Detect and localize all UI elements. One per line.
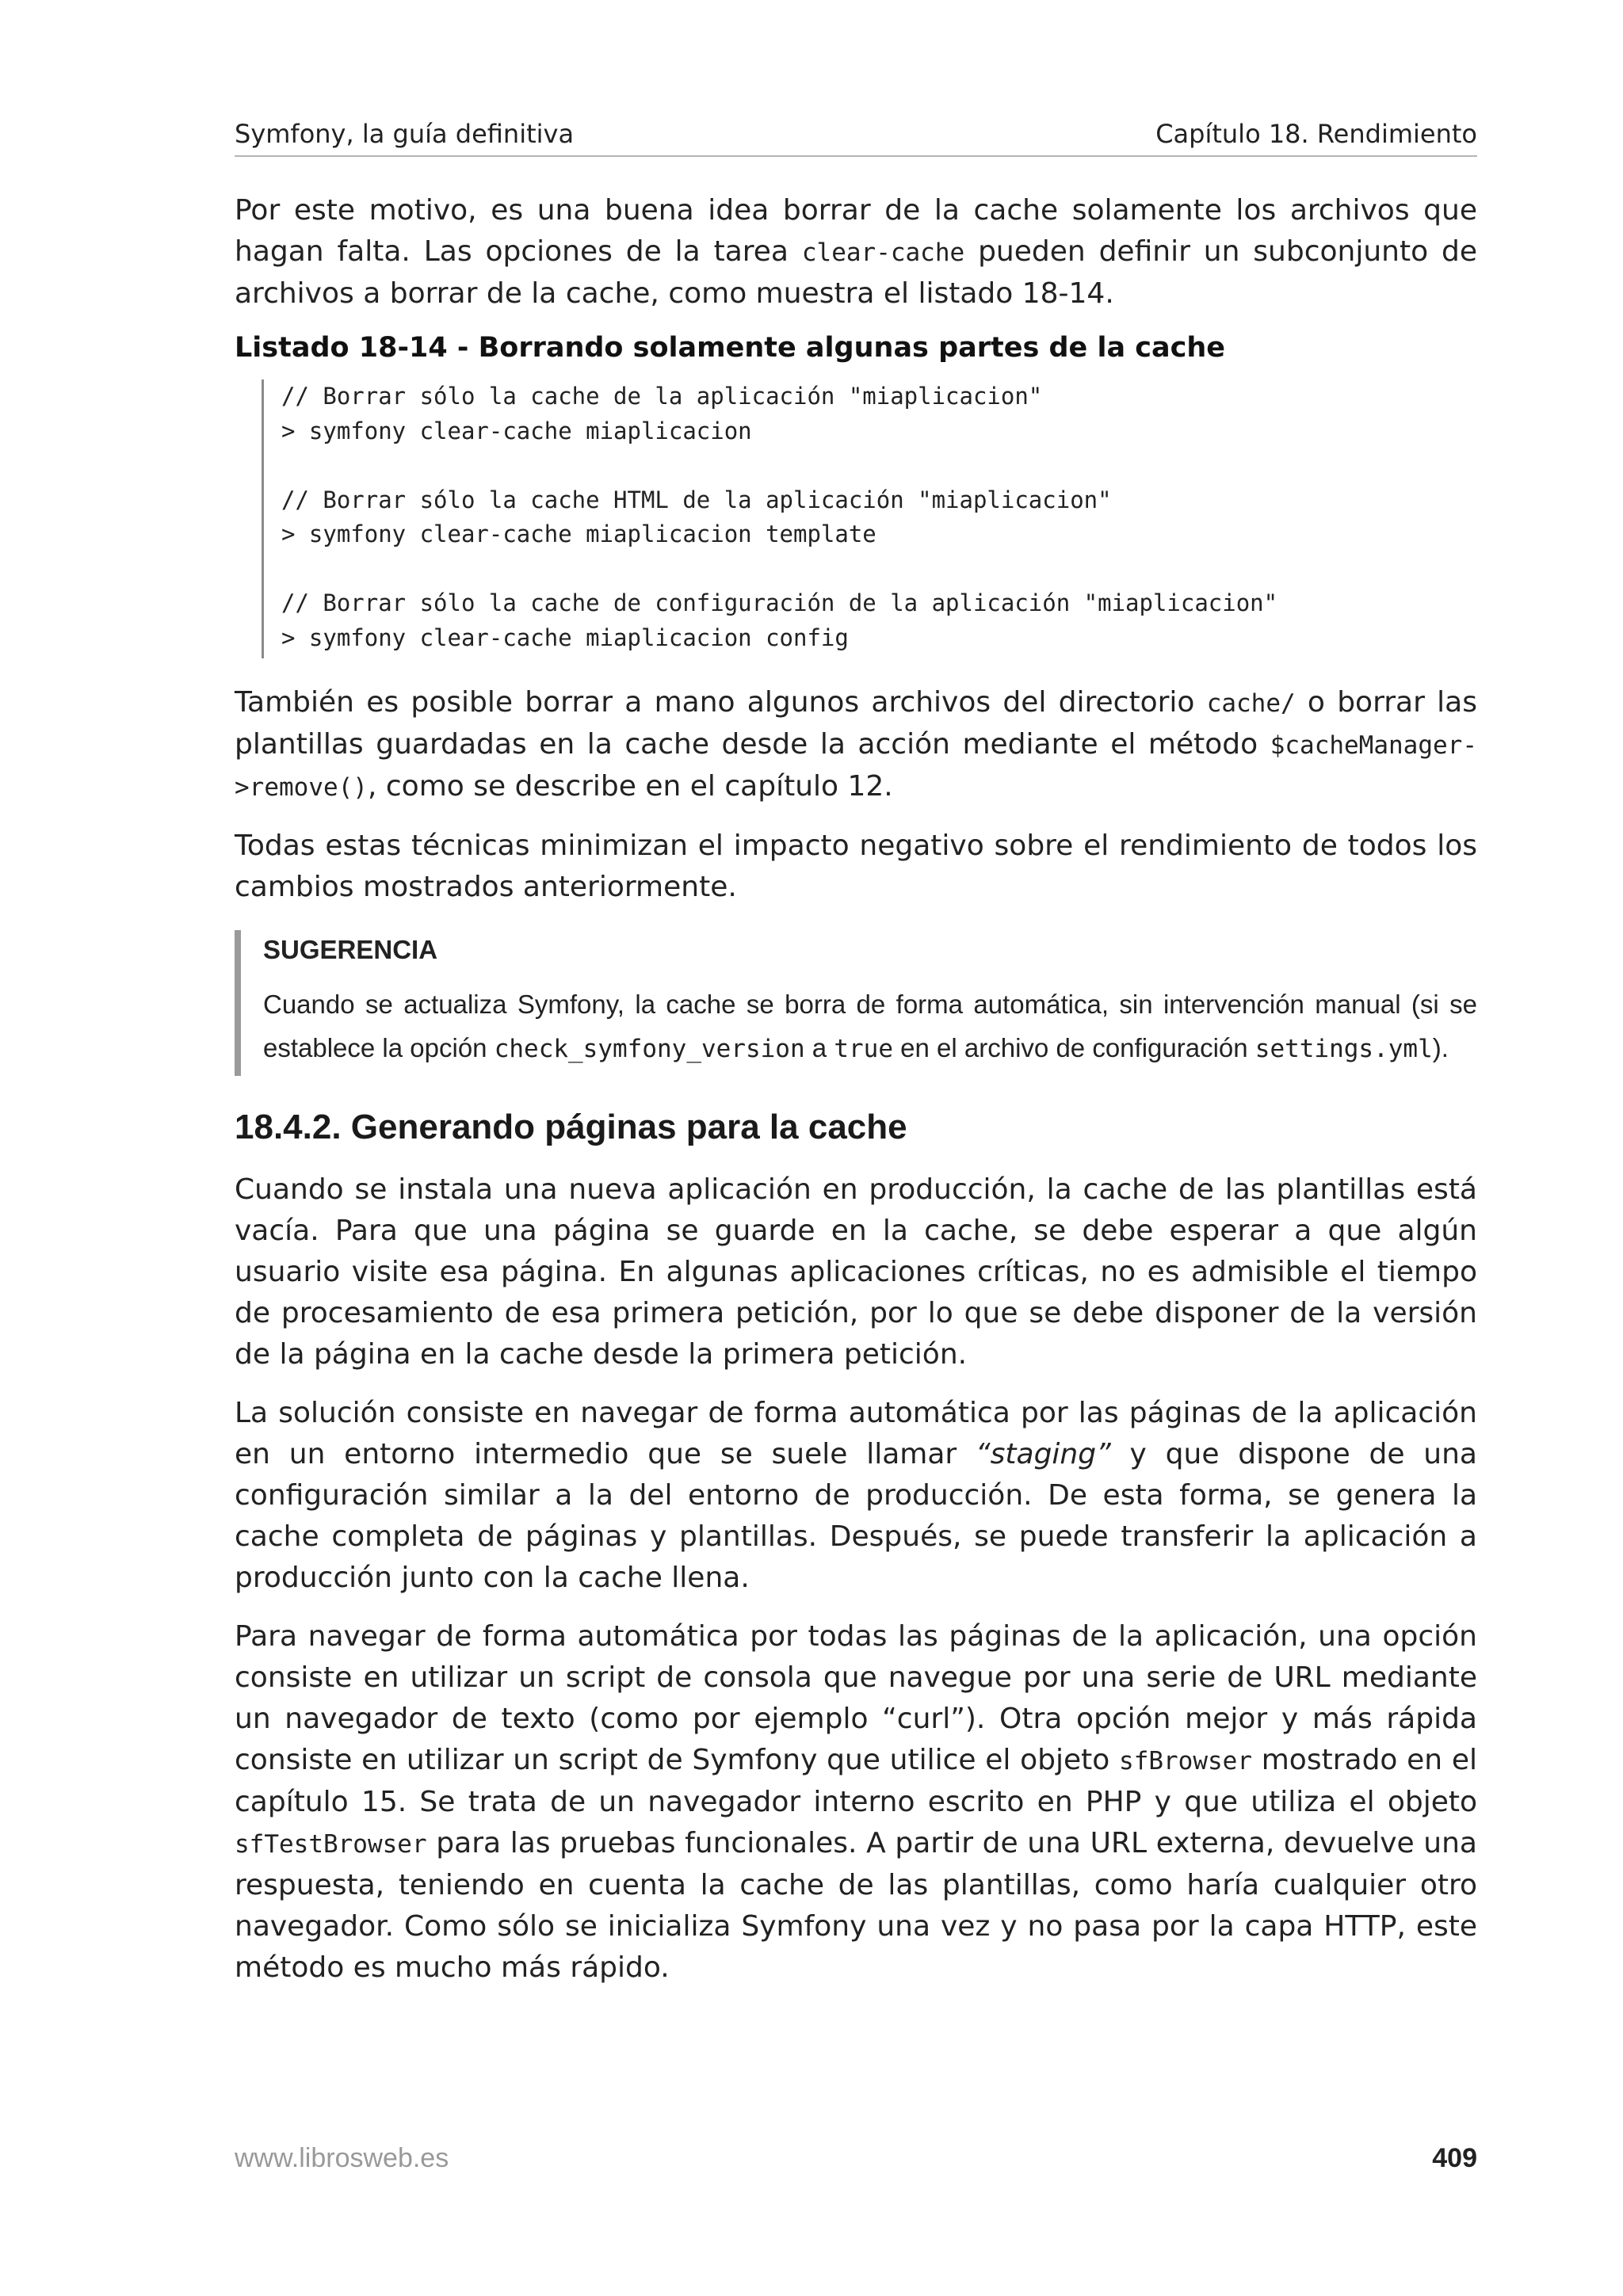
paragraph-empty-cache: Cuando se instala una nueva aplicación en producción, la cache de las plantillas está vacía. Para que una página se guarde en la cache, se debe esperar a que algún usuario visite esa página. En algunas aplicaciones críticas, no es admisible el tiempo de procesamiento de esa primera petición, por lo que se debe disponer de la versión de la página en la cache desde la primera petición.	[235, 1173, 1477, 1371]
header-chapter-title: Capítulo 18. Rendimiento	[1155, 119, 1477, 149]
header-book-title: Symfony, la guía definitiva	[235, 119, 575, 149]
text-run: o borrar las plantillas guardadas en la cache desde la acción mediante el método	[235, 686, 1477, 761]
paragraph-browser	[235, 1616, 1477, 1989]
inline-code: check_symfony_version	[494, 1035, 805, 1063]
page-content	[235, 190, 1477, 2006]
paragraph-techniques: Todas estas técnicas minimizan el impacto negativo sobre el rendimiento de todos los cambios mostrados anteriormente.	[235, 830, 1477, 903]
emphasis-text: “staging”	[976, 1438, 1111, 1470]
listing-title: Listado 18-14 - Borrando solamente algunas partes de la cache	[235, 332, 1226, 364]
text-run: La solución consiste en navegar de forma automática por las páginas de la aplicación en un entorno intermedio que se suele llamar	[235, 1397, 1477, 1470]
text-run: en el archivo de configuración	[893, 1033, 1255, 1062]
inline-code: $cacheManager->remove()	[235, 731, 1477, 802]
text-run: Cuando se actualiza Symfony, la cache se borra de forma automática, sin intervención manual (si se establece la opción	[263, 990, 1477, 1062]
paragraph-intro	[235, 190, 1477, 315]
text-run: y que dispone de una configuración similar a la del entorno de producción. De esta forma, se genera la cache completa de páginas y plantillas. Después, se puede transferir la aplicación a producción junto con la cache llena.	[235, 1438, 1477, 1594]
tip-title: SUGERENCIA	[263, 935, 438, 964]
page-footer	[235, 2143, 1477, 2174]
text-run: ).	[1432, 1033, 1449, 1062]
inline-code: cache/	[1206, 689, 1296, 718]
inline-code: clear-cache	[801, 238, 965, 267]
page-number: 409	[1432, 2143, 1477, 2173]
inline-code: sfTestBrowser	[235, 1830, 427, 1859]
inline-code: sfBrowser	[1119, 1747, 1253, 1775]
footer-url: www.librosweb.es	[235, 2143, 449, 2173]
text-run: También es posible borrar a mano algunos archivos del directorio	[235, 686, 1207, 719]
text-run: , como se describe en el capítulo 12.	[367, 770, 893, 803]
inline-code: settings.yml	[1254, 1035, 1433, 1063]
text-run: pueden definir un subconjunto de archivos a borrar de la cache, como muestra el listado 18-14.	[235, 235, 1477, 310]
text-run: para las pruebas funcionales. A partir de una URL externa, devuelve una respuesta, teniendo en cuenta la cache de las plantillas, como haría cualquier otro navegador. Como sólo se inicializa Symfony una vez y no pasa por la capa HTTP, este método es mucho más rápido.	[235, 1827, 1477, 1984]
tip-box	[235, 930, 1477, 1076]
text-run: mostrado en el capítulo 15. Se trata de un navegador interno escrito en PHP y que utiliza el objeto	[235, 1744, 1477, 1818]
code-listing: // Borrar sólo la cache de la aplicación "miaplicacion" > symfony clear-cache miaplicacion // Borrar sólo la cache HTML de la aplicación "miaplicacion" > symfony clear-cache miaplicacion template // Borrar sólo la cache de configuración de la aplicación "miaplicacion" > symfony clear-cache miaplicacion config	[262, 379, 1477, 658]
section-heading: 18.4.2. Generando páginas para la cache	[235, 1108, 907, 1146]
text-run: Por este motivo, es una buena idea borrar de la cache solamente los archivos que hagan falta. Las opciones de la tarea	[235, 194, 1477, 268]
text-run: Para navegar de forma automática por todas las páginas de la aplicación, una opción consiste en utilizar un script de consola que navegue por una serie de URL mediante un navegador de texto (como por ejemplo “curl”). Otra opción mejor y más rápida consiste en utilizar un script de Symfony que utilice el objeto	[235, 1620, 1477, 1776]
text-run: a	[804, 1033, 834, 1062]
paragraph-staging	[235, 1393, 1477, 1599]
running-header	[235, 119, 1477, 157]
inline-code: true	[834, 1035, 893, 1063]
paragraph-manual-removal	[235, 682, 1477, 808]
tip-text	[263, 982, 1477, 1071]
